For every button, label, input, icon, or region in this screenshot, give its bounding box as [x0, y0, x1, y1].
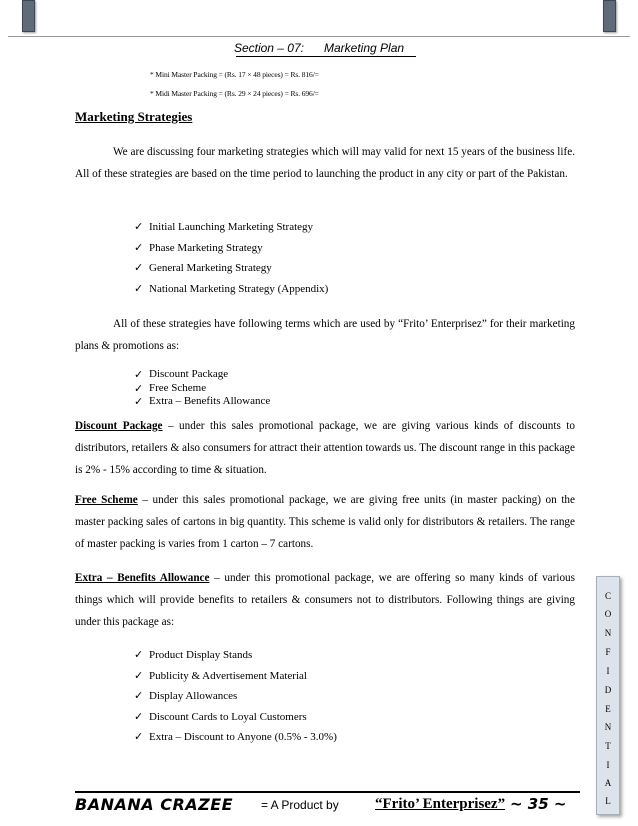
- free-scheme-paragraph: [75, 489, 575, 555]
- discount-lead: Discount Package: [75, 420, 163, 432]
- check-icon: ✓: [134, 730, 144, 743]
- check-icon: ✓: [134, 709, 144, 723]
- section-heading: Marketing Strategies: [75, 109, 193, 124]
- check-icon: ✓: [134, 648, 144, 661]
- list-item: ✓ Discount Package: [134, 368, 229, 381]
- strategy-list: [134, 217, 328, 299]
- top-border-rule: [8, 36, 630, 37]
- list-item: ✓ Publicity & Advertisement Material: [134, 666, 337, 687]
- list-item: ✓ Initial Launching Marketing Strategy: [134, 217, 328, 238]
- extra-text: – under this promotional package, we are offering so many kinds of various things which will provide benefits to retailers & consumers not to distributors. Following things are giving under this package as:: [75, 572, 575, 628]
- check-icon: ✓: [134, 281, 144, 295]
- side-letter: N: [604, 722, 612, 732]
- section-label: Section – 07:: [233, 41, 304, 55]
- corner-tab-right: [603, 0, 616, 32]
- side-letter: C: [604, 591, 611, 601]
- list-item: ✓ General Marketing Strategy: [134, 258, 328, 279]
- list-item: ✓ Display Allowances: [134, 686, 337, 707]
- header-underline: [236, 56, 416, 57]
- page-footer: [75, 795, 575, 815]
- side-letter: L: [605, 796, 611, 806]
- check-icon: ✓: [134, 240, 144, 254]
- check-icon: ✓: [134, 689, 144, 702]
- terms-paragraph: [75, 313, 575, 357]
- list-item: ✓ National Marketing Strategy (Appendix): [134, 279, 328, 300]
- list-item: ✓ Free Scheme: [134, 381, 207, 395]
- side-letter: N: [604, 628, 612, 638]
- brand-name: BANANA CRAZEE: [75, 795, 234, 814]
- extra-paragraph: [75, 567, 575, 633]
- side-letter: D: [604, 685, 612, 695]
- side-letter: T: [605, 741, 611, 751]
- intro-paragraph: [75, 141, 575, 185]
- footer-rule: [75, 791, 580, 793]
- check-icon: ✓: [134, 395, 144, 408]
- check-icon: ✓: [134, 261, 144, 274]
- discount-paragraph: [75, 415, 575, 481]
- side-letter: I: [606, 760, 610, 770]
- intro-text: We are discussing four marketing strategies which will may valid for next 15 years of the business life. All of these strategies are based on the time period to launching the product in any city or part of the Pakistan.: [75, 146, 575, 180]
- note-mini-master: * Mini Master Packing = (Rs. 17 × 48 pieces) = Rs. 816/=: [150, 70, 319, 79]
- discount-text: – under this sales promotional package, we are giving various kinds of discounts to distributors, retailers & also consumers for attract their attention towards us. The discount range in this package is 2% - 15% according to time & situation.: [75, 420, 575, 476]
- side-letter: E: [605, 704, 611, 714]
- extra-lead: Extra – Benefits Allowance: [75, 572, 210, 584]
- benefits-list: [134, 645, 337, 748]
- check-icon: ✓: [134, 381, 144, 395]
- header-title: Marketing Plan: [324, 41, 405, 55]
- confidential-side-label: [596, 576, 620, 815]
- side-letter: F: [605, 647, 611, 657]
- list-item: ✓ Discount Cards to Loyal Customers: [134, 707, 337, 728]
- list-item: ✓ Product Display Stands: [134, 645, 337, 666]
- check-icon: ✓: [134, 668, 144, 682]
- page-number: ~ 35 ~: [510, 795, 567, 813]
- company-name: “Frito’ Enterprisez”: [375, 796, 506, 812]
- check-icon: ✓: [134, 368, 144, 381]
- list-item: ✓ Phase Marketing Strategy: [134, 238, 328, 259]
- check-icon: ✓: [134, 220, 144, 233]
- terms-list: [134, 368, 270, 409]
- footer-tagline: = A Product by: [261, 798, 339, 812]
- side-letter: I: [606, 666, 610, 676]
- list-item: ✓ Extra – Discount to Anyone (0.5% - 3.0%): [134, 727, 337, 748]
- corner-tab-left: [22, 0, 35, 32]
- free-scheme-lead: Free Scheme: [75, 494, 138, 506]
- side-letter: O: [604, 609, 612, 619]
- list-item: ✓ Extra – Benefits Allowance: [134, 395, 271, 408]
- side-letter: A: [604, 778, 612, 788]
- note-midi-master: * Midi Master Packing = (Rs. 29 × 24 pieces) = Rs. 696/=: [150, 89, 319, 98]
- page-header: [0, 41, 638, 55]
- free-scheme-text: – under this sales promotional package, we are giving free units (in master packing) on the master packing sales of cartons in big quantity. This scheme is valid only for distributors & retailers. The range of master packing is varies from 1 carton – 7 cartons.: [75, 494, 575, 550]
- terms-intro-text: All of these strategies have following terms which are used by “Frito’ Enterprisez” for their marketing plans & promotions as:: [75, 318, 575, 352]
